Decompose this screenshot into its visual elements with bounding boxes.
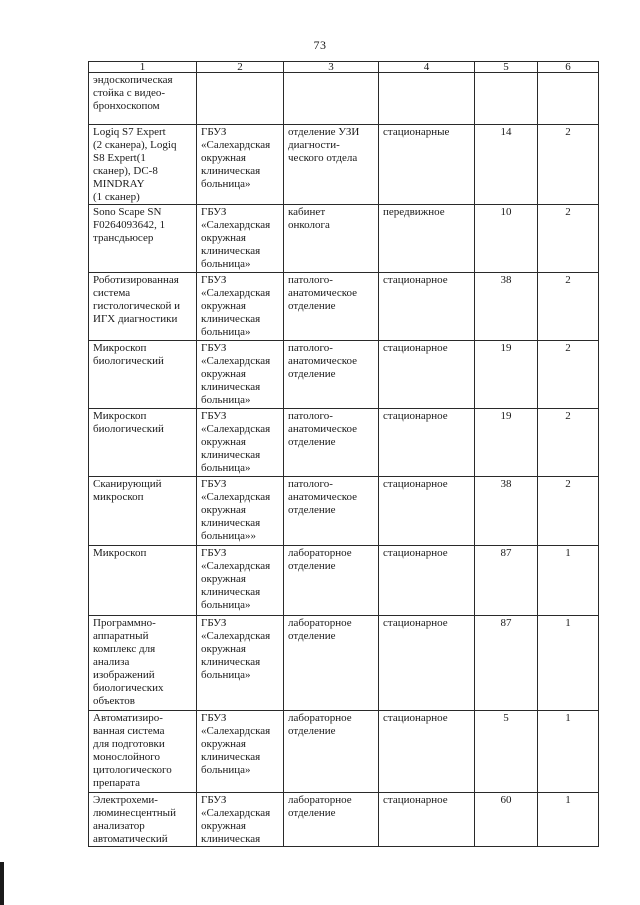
cell-type: стационарное [379, 546, 475, 616]
header-col-1: 1 [89, 62, 197, 73]
cell-count: 5 [475, 711, 538, 793]
cell-type: стационарное [379, 273, 475, 341]
table-row [89, 205, 599, 273]
cell-department: патолого- анатомическое отделение [284, 409, 379, 477]
cell-organization [197, 73, 284, 125]
cell-department: патолого- анатомическое отделение [284, 477, 379, 546]
cell-count: 87 [475, 616, 538, 711]
cell-type: стационарное [379, 793, 475, 847]
cell-equipment: Программно- аппаратный комплекс для анализа изображений биологических объектов [89, 616, 197, 711]
cell-count: 87 [475, 546, 538, 616]
cell-organization: ГБУЗ «Салехардская окружная клиническая больница»» [197, 477, 284, 546]
cell-category: 2 [538, 125, 599, 205]
cell-department: лабораторное отделение [284, 793, 379, 847]
table-body [89, 73, 599, 847]
cell-type [379, 73, 475, 125]
cell-equipment: Микроскоп [89, 546, 197, 616]
header-col-4: 4 [379, 62, 475, 73]
equipment-table [88, 61, 599, 847]
header-row [89, 62, 599, 73]
page-number: 73 [313, 38, 327, 52]
cell-organization: ГБУЗ «Салехардская окружная клиническая [197, 793, 284, 847]
cell-count: 60 [475, 793, 538, 847]
cell-department: лабораторное отделение [284, 711, 379, 793]
cell-count: 19 [475, 341, 538, 409]
cell-organization: ГБУЗ «Салехардская окружная клиническая больница» [197, 711, 284, 793]
cell-equipment: эндоскопическая стойка с видео- бронхоскопом [89, 73, 197, 125]
cell-organization: ГБУЗ «Салехардская окружная клиническая больница» [197, 341, 284, 409]
header-col-6: 6 [538, 62, 599, 73]
cell-organization: ГБУЗ «Салехардская окружная клиническая больница» [197, 273, 284, 341]
cell-count: 38 [475, 273, 538, 341]
cell-type: передвижное [379, 205, 475, 273]
table-row [89, 793, 599, 847]
cell-equipment: Сканирующий микроскоп [89, 477, 197, 546]
table-row [89, 73, 599, 125]
header-col-3: 3 [284, 62, 379, 73]
cell-type: стационарное [379, 409, 475, 477]
cell-count [475, 73, 538, 125]
cell-category: 1 [538, 711, 599, 793]
cell-count: 38 [475, 477, 538, 546]
cell-category: 2 [538, 205, 599, 273]
cell-department: кабинет онколога [284, 205, 379, 273]
cell-category [538, 73, 599, 125]
cell-category: 1 [538, 793, 599, 847]
cell-equipment: Электрохеми- люминесцентный анализатор автоматический [89, 793, 197, 847]
cell-category: 2 [538, 477, 599, 546]
cell-category: 2 [538, 341, 599, 409]
scan-binding-mark [0, 862, 4, 905]
cell-type: стационарные [379, 125, 475, 205]
cell-equipment: Автоматизиро- ванная система для подготовки монослойного цитологического препарата [89, 711, 197, 793]
cell-organization: ГБУЗ «Салехардская окружная клиническая больница» [197, 409, 284, 477]
cell-department [284, 73, 379, 125]
cell-count: 14 [475, 125, 538, 205]
cell-equipment: Микроскоп биологический [89, 409, 197, 477]
cell-department: отделение УЗИ диагности- ческого отдела [284, 125, 379, 205]
cell-organization: ГБУЗ «Салехардская окружная клиническая больница» [197, 616, 284, 711]
cell-equipment: Микроскоп биологический [89, 341, 197, 409]
cell-equipment: Sono Scape SN F0264093642, 1 трансдьюсер [89, 205, 197, 273]
cell-type: стационарное [379, 341, 475, 409]
cell-organization: ГБУЗ «Салехардская окружная клиническая больница» [197, 125, 284, 205]
cell-category: 1 [538, 546, 599, 616]
header-col-5: 5 [475, 62, 538, 73]
cell-equipment: Роботизированная система гистологической и ИГХ диагностики [89, 273, 197, 341]
table-row [89, 273, 599, 341]
table-row [89, 409, 599, 477]
cell-equipment: Logiq S7 Expert (2 сканера), Logiq S8 Expert(1 сканер), DC-8 MINDRAY (1 сканер) [89, 125, 197, 205]
cell-category: 2 [538, 409, 599, 477]
cell-type: стационарное [379, 711, 475, 793]
header-col-2: 2 [197, 62, 284, 73]
cell-count: 19 [475, 409, 538, 477]
cell-organization: ГБУЗ «Салехардская окружная клиническая больница» [197, 205, 284, 273]
cell-department: патолого- анатомическое отделение [284, 341, 379, 409]
cell-type: стационарное [379, 616, 475, 711]
table-row [89, 477, 599, 546]
table-header [89, 62, 599, 73]
cell-department: лабораторное отделение [284, 616, 379, 711]
cell-department: патолого- анатомическое отделение [284, 273, 379, 341]
cell-category: 2 [538, 273, 599, 341]
cell-count: 10 [475, 205, 538, 273]
table-row [89, 546, 599, 616]
cell-category: 1 [538, 616, 599, 711]
table-row [89, 125, 599, 205]
cell-organization: ГБУЗ «Салехардская окружная клиническая больница» [197, 546, 284, 616]
cell-type: стационарное [379, 477, 475, 546]
cell-department: лабораторное отделение [284, 546, 379, 616]
table-row [89, 711, 599, 793]
table-row [89, 341, 599, 409]
table-row [89, 616, 599, 711]
